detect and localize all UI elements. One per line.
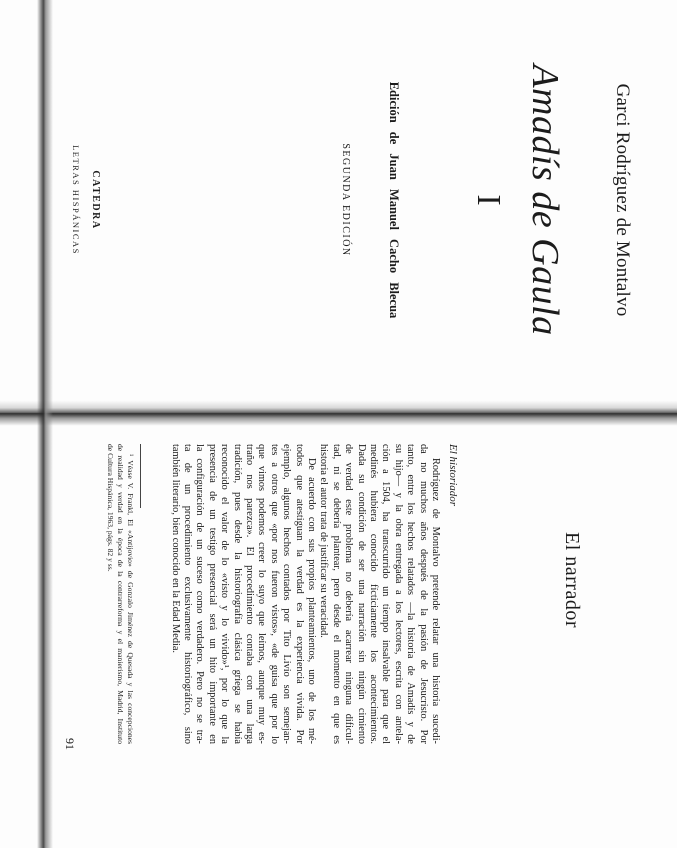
body-line: ción a 1504, ha transcurrido un tiempo insalvable para que el (380, 444, 392, 744)
book-title: Amadís de Gaula (524, 64, 566, 336)
body-line: medinés hubiera conocido fícticiamente los acontecimientos. (368, 444, 379, 744)
body-line: reconocido el valor de lo «visto y lo vivido»¹, por lo que la (219, 444, 231, 744)
footnote-line: de realidad y verdad en la época de la contrarreforma y el manierismo, Madrid, Instituto (116, 444, 125, 744)
body-line: la configuración de un suceso como verdadero. Pero no se tra- (194, 444, 206, 744)
body-line: da no muchos años después de la pasión de Jesucristo. Por (417, 444, 429, 744)
body-line: ejemplo, algunos hechos contados por Tito Livio son semejan- (281, 444, 293, 744)
chapter-title: El narrador (561, 531, 583, 628)
body-line: tes a otros que «por nos fueron vistos», «de guisa que por lo (268, 444, 280, 744)
body-line: traño nos parezca». El procedimiento contaba con una larga (244, 444, 255, 744)
body-line: presencia de un testigo presencial será un hito importante en (206, 444, 218, 744)
body-line: tad, ni se debería plantear, pero desde el momento en que es (330, 444, 342, 744)
page-number: 91 (63, 738, 77, 750)
body-line: todos que atestiguan la verdad es la experiencia vivida. Por (293, 444, 305, 744)
body-line: Rodríguez de Montalvo pretende relatar una historia sucedi- (430, 458, 441, 744)
body-line: tradición, pues desde la historiografía clásica griega se había (231, 444, 243, 744)
body-line: De acuerdo con sus propios planteamientos, uno de los mé- (306, 458, 317, 744)
body-line: también literario, bien conocido en la Edad Media. (169, 444, 181, 654)
author-name: Garci Rodríguez de Montalvo (612, 83, 633, 317)
footnote-line: de Cultura Hispánica, 1963, págs. 82 y ss. (106, 444, 115, 572)
body-line: su hijo— y la obra entregada a los lectores, escrita con antela- (392, 444, 404, 744)
body-line: Dada su condición de ser una narración sin ningún cimiento (355, 444, 367, 744)
body-line: historia el autor trata de justificar su veracidad. (318, 444, 330, 638)
editor-credit: Edición de Juan Manuel Cacho Blecua (387, 81, 401, 319)
series-name: LETRAS HISPÁNICAS (71, 145, 81, 255)
body-line: ta de un procedimiento exclusivamente historiográfico, sino (182, 444, 193, 744)
title-page (0, 0, 677, 400)
page-edge-shadow (37, 0, 53, 848)
body-line: tanto, entre los hechos relatados —la historia de Amadís y de (405, 444, 417, 744)
book-gutter (0, 400, 677, 426)
section-title: El historiador (447, 444, 459, 507)
volume-number: I (470, 194, 507, 206)
footnote-line: ¹ Véase V. Frankl, El «Antijovio» de Gonzalo Jiménez de Quesada y las concepciones (126, 454, 135, 744)
body-line: que vimos podemos creer lo suyo que leímos, aunque muy es- (256, 444, 268, 744)
edition-label: SEGUNDA EDICIÓN (340, 143, 351, 257)
publisher-name: CATEDRA (90, 170, 101, 230)
body-line: de verdad este problema no debería acarrear ninguna dificul- (343, 444, 355, 744)
footnote-rule (140, 444, 141, 508)
text-page (0, 430, 677, 848)
